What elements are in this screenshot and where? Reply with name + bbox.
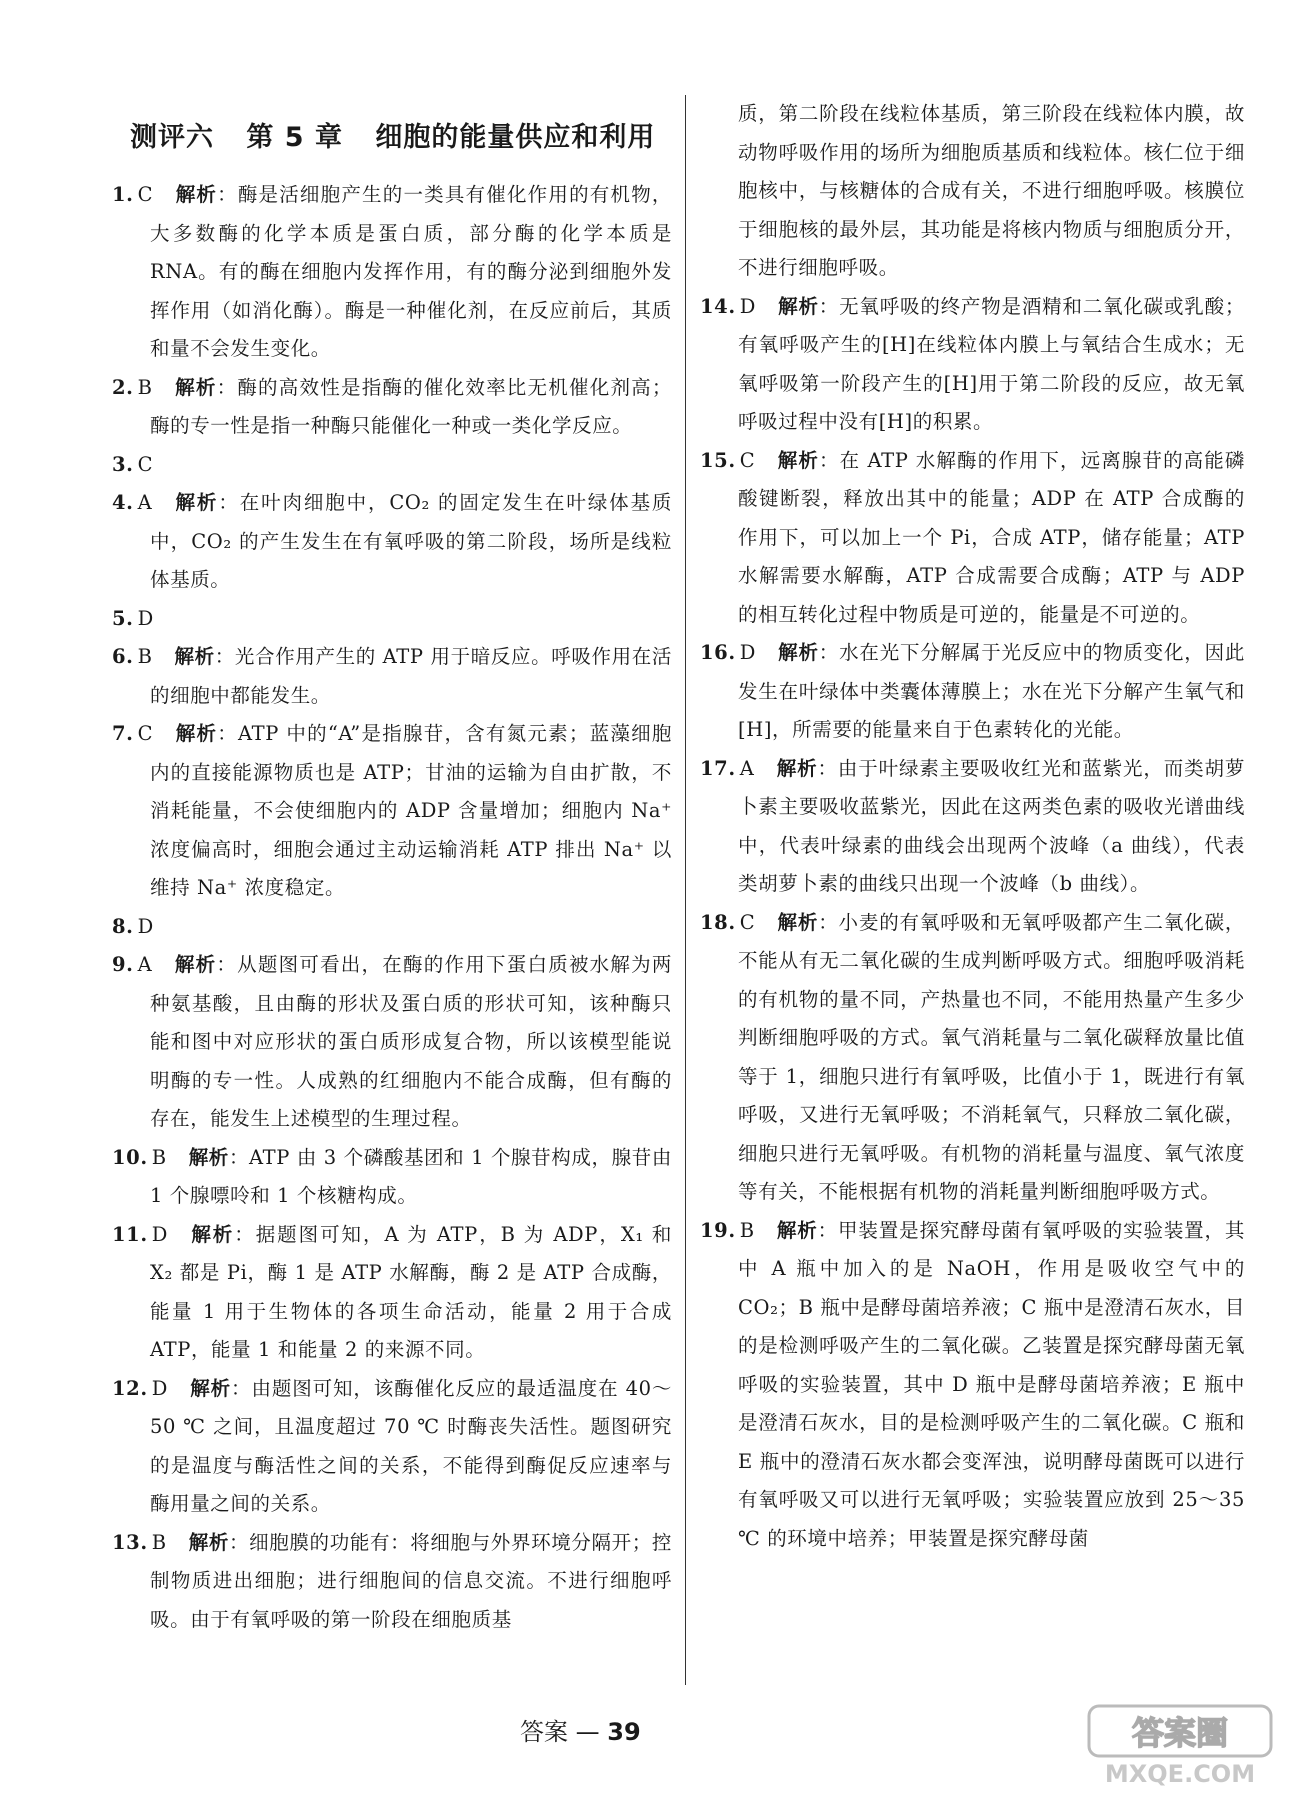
answer-item xyxy=(112,1524,672,1640)
answer-choice: B xyxy=(137,645,153,668)
analysis-text: ：在叶肉细胞中，CO₂ 的固定发生在叶绿体基质中，CO₂ 的产生发生在有氧呼吸的第二阶段，场所是线粒体基质。 xyxy=(150,491,672,591)
analysis-label: 解析 xyxy=(174,953,217,976)
question-number: 10. xyxy=(112,1145,148,1169)
analysis-label: 解析 xyxy=(776,756,818,780)
analysis-text: ：ATP 中的“A”是指腺苷，含有氮元素；蓝藻细胞内的直接能源物质也是 ATP；甘油的运输为自由扩散，不消耗能量，不会使细胞内的 ADP 含量增加；细胞内 Na⁺ 浓度偏高时，细胞会通过主动运输消耗 ATP 排出 Na⁺ 以维持 Na⁺ 浓度稳定。 xyxy=(150,722,672,899)
answer-choice: C xyxy=(739,448,756,472)
analysis-text: ：酶的高效性是指酶的催化效率比无机催化剂高；酶的专一性是指一种酶只能催化一种或一类化学反应。 xyxy=(150,375,673,437)
answer-item xyxy=(112,638,672,715)
answer-choice: D xyxy=(739,294,756,318)
answer-choice: B xyxy=(137,375,153,399)
analysis-text: ：由于叶绿素主要吸收红光和蓝紫光，而类胡萝卜素主要吸收蓝紫光，因此在这两类色素的吸收光谱曲线中，代表叶绿素的曲线会出现两个波峰（a 曲线），代表类胡萝卜素的曲线只出现一个波峰（b 曲线）。 xyxy=(738,756,1246,895)
question-number: 19. xyxy=(700,1218,736,1242)
answer-item xyxy=(112,446,672,485)
left-answer-list xyxy=(112,176,672,1639)
analysis-text: ：细胞膜的功能有：将细胞与外界环境分隔开；控制物质进出细胞；进行细胞间的信息交流。不进行细胞呼吸。由于有氧呼吸的第一阶段在细胞质基 xyxy=(150,1530,673,1631)
analysis-text: ：在 ATP 水解酶的作用下，远离腺苷的高能磷酸键断裂，释放出其中的能量；ADP 在 ATP 合成酶的作用下，可以加上一个 Pi，合成 ATP，储存能量；ATP 水解需要水解酶，ATP 合成需要合成酶；ATP 与 ADP 的相互转化过程中物质是可逆的，能量是不可逆的。 xyxy=(738,448,1246,626)
answer-item xyxy=(112,908,672,947)
analysis-label: 解析 xyxy=(188,1530,229,1554)
right-answer-list xyxy=(700,288,1245,1559)
answer-choice: A xyxy=(137,491,153,514)
answer-item xyxy=(112,946,672,1139)
question-number: 1. xyxy=(112,183,134,206)
answer-item xyxy=(112,1139,672,1216)
answer-item xyxy=(700,288,1245,442)
question-number: 14. xyxy=(700,294,736,318)
footer-dash: — xyxy=(575,1718,600,1746)
analysis-label: 解析 xyxy=(174,645,215,668)
title-part-2: 第 5 章 xyxy=(246,122,343,153)
answer-choice: C xyxy=(137,183,154,206)
question-number: 15. xyxy=(700,448,736,472)
answer-choice: A xyxy=(137,953,153,976)
analysis-text: ：小麦的有氧呼吸和无氧呼吸都产生二氧化碳，不能从有无二氧化碳的生成判断呼吸方式。细胞呼吸消耗的有机物的量不同，产热量也不同，不能用热量产生多少判断细胞呼吸的方式。氧气消耗量与二氧化碳释放量比值等于 1，细胞只进行有氧呼吸，比值小于 1，既进行有氧呼吸，又进行无氧呼吸；不消耗氧气，只释放二氧化碳，细胞只进行无氧呼吸。有机物的消耗量与温度、氧气浓度等有关，不能根据有机物的消耗量判断细胞呼吸方式。 xyxy=(738,910,1246,1203)
answer-choice: C xyxy=(739,910,756,934)
question-number: 9. xyxy=(112,953,134,976)
right-column xyxy=(700,95,1245,1558)
watermark-text-1: 答案圈 xyxy=(1131,1714,1229,1752)
analysis-label: 解析 xyxy=(777,641,819,664)
question-number: 4. xyxy=(112,491,134,514)
question-number: 5. xyxy=(112,606,134,630)
answer-item xyxy=(700,904,1245,1212)
answer-choice: D xyxy=(151,1376,168,1400)
analysis-label: 解析 xyxy=(188,1145,229,1169)
answer-choice: D xyxy=(739,641,756,664)
answer-item xyxy=(700,634,1245,750)
answer-choice: C xyxy=(137,722,154,745)
answer-choice: B xyxy=(739,1218,755,1242)
question-number: 13. xyxy=(112,1530,148,1554)
continued-text: 质，第二阶段在线粒体基质，第三阶段在线粒体内膜，故动物呼吸作用的场所为细胞质基质和线粒体。核仁位于细胞核中，与核糖体的合成有关，不进行细胞呼吸。核膜位于细胞核的最外层，其功能是将核内物质与细胞质分开，不进行细胞呼吸。 xyxy=(738,102,1245,279)
watermark-text-2: MXQE.COM xyxy=(1104,1760,1256,1788)
analysis-label: 解析 xyxy=(776,1218,818,1242)
question-number: 8. xyxy=(112,914,134,938)
analysis-text: ：甲装置是探究酵母菌有氧呼吸的实验装置，其中 A 瓶中加入的是 NaOH，作用是吸收空气中的 CO₂；B 瓶中是酵母菌培养液；C 瓶中是澄清石灰水，目的是检测呼吸产生的二氧化碳。乙装置是探究酵母菌无氧呼吸的实验装置，其中 D 瓶中是酵母菌培养液；E 瓶中是澄清石灰水，目的是检测呼吸产生的二氧化碳。C 瓶和 E 瓶中的澄清石灰水都会变浑浊，说明酵母菌既可以进行有氧呼吸又可以进行无氧呼吸；实验装置应放到 25～35 ℃ 的环境中培养；甲装置是探究酵母菌 xyxy=(738,1218,1246,1550)
left-column xyxy=(112,95,672,1639)
answer-item xyxy=(112,369,672,446)
question-number: 2. xyxy=(112,375,134,399)
answer-item xyxy=(700,442,1245,635)
question-number: 7. xyxy=(112,722,134,745)
page-number: 39 xyxy=(607,1718,641,1746)
watermark-logo xyxy=(1085,1700,1275,1790)
analysis-label: 解析 xyxy=(175,183,218,206)
analysis-label: 解析 xyxy=(777,910,819,934)
page-footer xyxy=(520,1712,641,1747)
column-divider xyxy=(685,95,686,1685)
title-part-3: 细胞的能量供应和利用 xyxy=(375,122,656,153)
analysis-text: ：ATP 由 3 个磷酸基团和 1 个腺苷构成，腺苷由 1 个腺嘌呤和 1 个核糖构成。 xyxy=(150,1145,672,1207)
title-part-1: 测评六 xyxy=(130,122,214,153)
answer-item xyxy=(112,600,672,639)
answer-item xyxy=(112,1370,672,1524)
analysis-text: ：酶是活细胞产生的一类具有催化作用的有机物，大多数酶的化学本质是蛋白质，部分酶的化学本质是 RNA。有的酶在细胞内发挥作用，有的酶分泌到细胞外发挥作用（如消化酶）。酶是一种催化剂，在反应前后，其质和量不会发生变化。 xyxy=(150,183,672,360)
answer-item xyxy=(700,1212,1245,1559)
question-number: 18. xyxy=(700,910,736,934)
answer-item xyxy=(112,715,672,908)
analysis-label: 解析 xyxy=(189,1222,235,1246)
answer-choice: D xyxy=(137,914,154,938)
answer-choice: A xyxy=(739,756,755,780)
analysis-label: 解析 xyxy=(777,448,819,472)
answer-item xyxy=(112,176,672,369)
analysis-text: ：从题图可看出，在酶的作用下蛋白质被水解为两种氨基酸，且由酶的形状及蛋白质的形状可知，该种酶只能和图中对应形状的蛋白质形成复合物，所以该模型能说明酶的专一性。人成熟的红细胞内不能合成酶，但有酶的存在，能发生上述模型的生理过程。 xyxy=(150,953,673,1130)
analysis-text: ：水在光下分解属于光反应中的物质变化，因此发生在叶绿体中类囊体薄膜上；水在光下分解产生氧气和[H]，所需要的能量来自于色素转化的光能。 xyxy=(738,641,1246,741)
answer-item xyxy=(700,750,1245,904)
answer-item xyxy=(112,1216,672,1370)
analysis-label: 解析 xyxy=(174,491,219,514)
question-number: 17. xyxy=(700,756,736,780)
answer-choice: B xyxy=(151,1530,167,1554)
question-number: 16. xyxy=(700,641,736,664)
analysis-text: ：无氧呼吸的终产物是酒精和二氧化碳或乳酸；有氧呼吸产生的[H]在线粒体内膜上与氧结合生成水；无氧呼吸第一阶段产生的[H]用于第二阶段的反应，故无氧呼吸过程中没有[H]的积累。 xyxy=(738,294,1246,433)
analysis-text: ：光合作用产生的 ATP 用于暗反应。呼吸作用在活的细胞中都能发生。 xyxy=(150,645,672,707)
page-title xyxy=(130,115,672,154)
answer-choice: C xyxy=(137,452,154,476)
question-number: 11. xyxy=(112,1222,148,1246)
answer-item xyxy=(112,484,672,600)
analysis-text: ：由题图可知，该酶催化反应的最适温度在 40～50 ℃ 之间，且温度超过 70 ℃ 时酶丧失活性。题图研究的是温度与酶活性之间的关系，不能得到酶促反应速率与酶用量之间的关系。 xyxy=(150,1376,672,1515)
question-number: 6. xyxy=(112,645,134,668)
footer-label: 答案 xyxy=(520,1718,568,1746)
analysis-label: 解析 xyxy=(175,722,218,745)
question-number: 3. xyxy=(112,452,134,476)
analysis-label: 解析 xyxy=(189,1376,232,1400)
answer-choice: D xyxy=(151,1222,168,1246)
answer-choice: D xyxy=(137,606,154,630)
analysis-label: 解析 xyxy=(174,375,217,399)
question-number: 12. xyxy=(112,1376,148,1400)
analysis-label: 解析 xyxy=(777,294,819,318)
analysis-text: ：据题图可知，A 为 ATP，B 为 ADP，X₁ 和 X₂ 都是 Pi，酶 1 是 ATP 水解酶，酶 2 是 ATP 合成酶，能量 1 用于生物体的各项生命活动，能量 2 用于合成 ATP，能量 1 和能量 2 的来源不同。 xyxy=(150,1222,672,1361)
answer-choice: B xyxy=(151,1145,167,1169)
